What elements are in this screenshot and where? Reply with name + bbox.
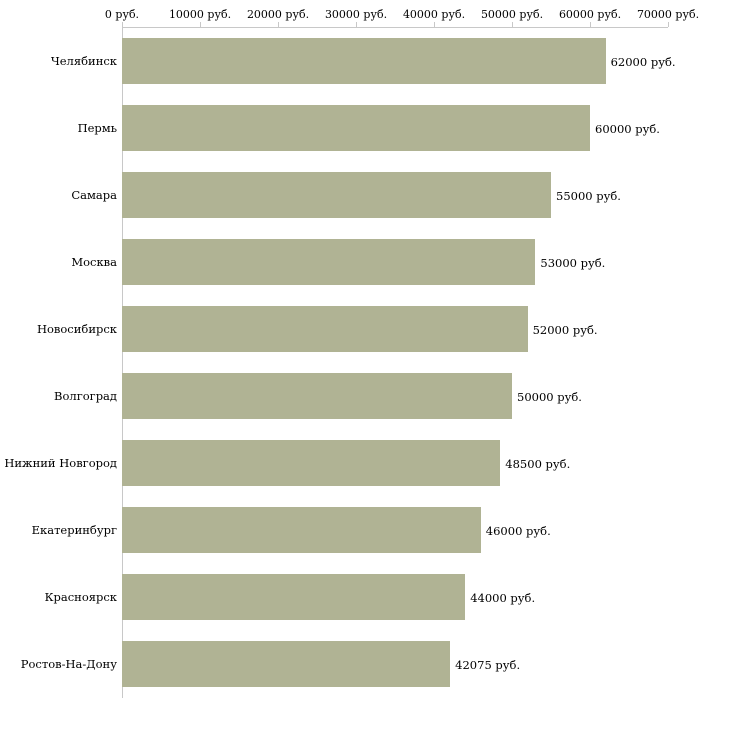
- bar-value-label: 60000 руб.: [595, 121, 660, 136]
- bar[interactable]: [122, 507, 481, 553]
- bar-value-label: 52000 руб.: [532, 322, 598, 337]
- bar[interactable]: [122, 440, 500, 486]
- bar-row: [0, 363, 730, 430]
- bar-value-label: 42075 руб.: [455, 658, 521, 673]
- bar-value-label: 62000 руб.: [610, 54, 676, 69]
- bar[interactable]: [122, 574, 465, 620]
- x-tick-label: 0 руб.: [104, 8, 140, 21]
- category-label: Волгоград: [54, 389, 117, 404]
- bar[interactable]: [122, 641, 450, 687]
- x-tick-label: 50000 руб.: [480, 8, 544, 21]
- bar[interactable]: [122, 373, 512, 419]
- bar-value-label: 44000 руб.: [470, 591, 536, 606]
- bar-row: [0, 631, 730, 698]
- x-tick-label: 70000 руб.: [636, 8, 700, 21]
- bar-value-label: 46000 руб.: [485, 524, 551, 539]
- bar[interactable]: [122, 306, 528, 352]
- bar-row: [0, 564, 730, 631]
- category-label: Пермь: [77, 120, 117, 135]
- x-tick-label: 60000 руб.: [558, 8, 622, 21]
- category-label: Самара: [71, 187, 117, 202]
- x-tick-label: 30000 руб.: [324, 8, 388, 21]
- bar-row: [0, 430, 730, 497]
- category-label: Красноярск: [44, 590, 117, 605]
- category-label: Челябинск: [50, 53, 117, 68]
- bar-row: [0, 27, 730, 94]
- bar-value-label: 55000 руб.: [556, 188, 621, 203]
- category-label: Нижний Новгород: [4, 456, 117, 471]
- bar-value-label: 53000 руб.: [540, 255, 606, 270]
- category-label: Екатеринбург: [31, 523, 117, 538]
- bar-value-label: 48500 руб.: [505, 457, 571, 472]
- category-label: Новосибирск: [36, 321, 117, 336]
- bar-row: [0, 295, 730, 362]
- x-tick-label: 20000 руб.: [246, 8, 310, 21]
- bar-value-label: 50000 руб.: [517, 390, 582, 405]
- bar[interactable]: [122, 239, 535, 285]
- category-label: Москва: [71, 254, 117, 269]
- x-tick-label: 40000 руб.: [402, 8, 466, 21]
- bar-row: [0, 228, 730, 295]
- bar-row: [0, 161, 730, 228]
- category-label: Ростов-На-Дону: [20, 657, 117, 672]
- bar[interactable]: [122, 38, 606, 84]
- x-tick-label: 10000 руб.: [168, 8, 232, 21]
- bar-row: [0, 497, 730, 564]
- bar-row: [0, 94, 730, 161]
- bar[interactable]: [122, 172, 551, 218]
- bar[interactable]: [122, 105, 590, 151]
